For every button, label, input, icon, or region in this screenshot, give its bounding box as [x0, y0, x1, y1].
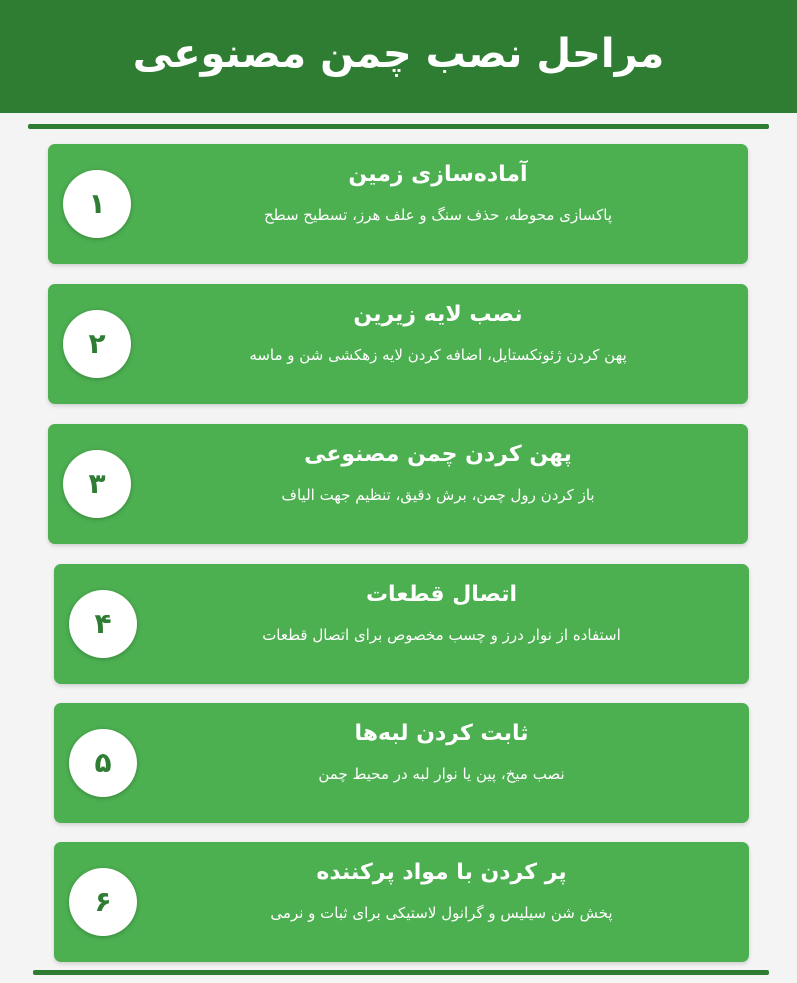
step-description: باز کردن رول چمن، برش دقیق، تنظیم جهت الیاف	[281, 486, 595, 504]
step-card-3	[48, 424, 748, 544]
step-card-5	[54, 703, 749, 823]
step-card-4	[54, 564, 749, 684]
step-description: نصب میخ، پین یا نوار لبه در محیط چمن	[318, 765, 565, 783]
step-number-badge: ۳	[63, 450, 131, 518]
step-title: پهن کردن چمن مصنوعی	[304, 442, 572, 467]
step-number-badge: ۶	[69, 868, 137, 936]
page-header	[0, 0, 797, 113]
page-title: مراحل نصب چمن مصنوعی	[132, 31, 665, 77]
step-title: ثابت کردن لبه‌ها	[354, 721, 529, 746]
step-title: پر کردن با مواد پرکننده	[316, 860, 567, 885]
step-number-badge: ۱	[63, 170, 131, 238]
step-description: پهن کردن ژئوتکستایل، اضافه کردن لایه زهکشی شن و ماسه	[249, 346, 627, 364]
step-number-badge: ۲	[63, 310, 131, 378]
step-number-badge: ۵	[69, 729, 137, 797]
step-title: آماده‌سازی زمین	[348, 162, 528, 187]
step-card-1	[48, 144, 748, 264]
step-description: استفاده از نوار درز و چسب مخصوص برای اتصال قطعات	[262, 626, 621, 644]
step-card-2	[48, 284, 748, 404]
step-title: نصب لایه زیرین	[353, 302, 523, 327]
step-description: پخش شن سیلیس و گرانول لاستیکی برای ثبات و نرمی	[270, 904, 613, 922]
top-divider	[28, 124, 769, 129]
step-card-6	[54, 842, 749, 962]
bottom-divider	[33, 970, 769, 975]
step-number-badge: ۴	[69, 590, 137, 658]
step-title: اتصال قطعات	[365, 582, 518, 607]
step-description: پاکسازی محوطه، حذف سنگ و علف هرز، تسطیح سطح	[263, 206, 613, 224]
